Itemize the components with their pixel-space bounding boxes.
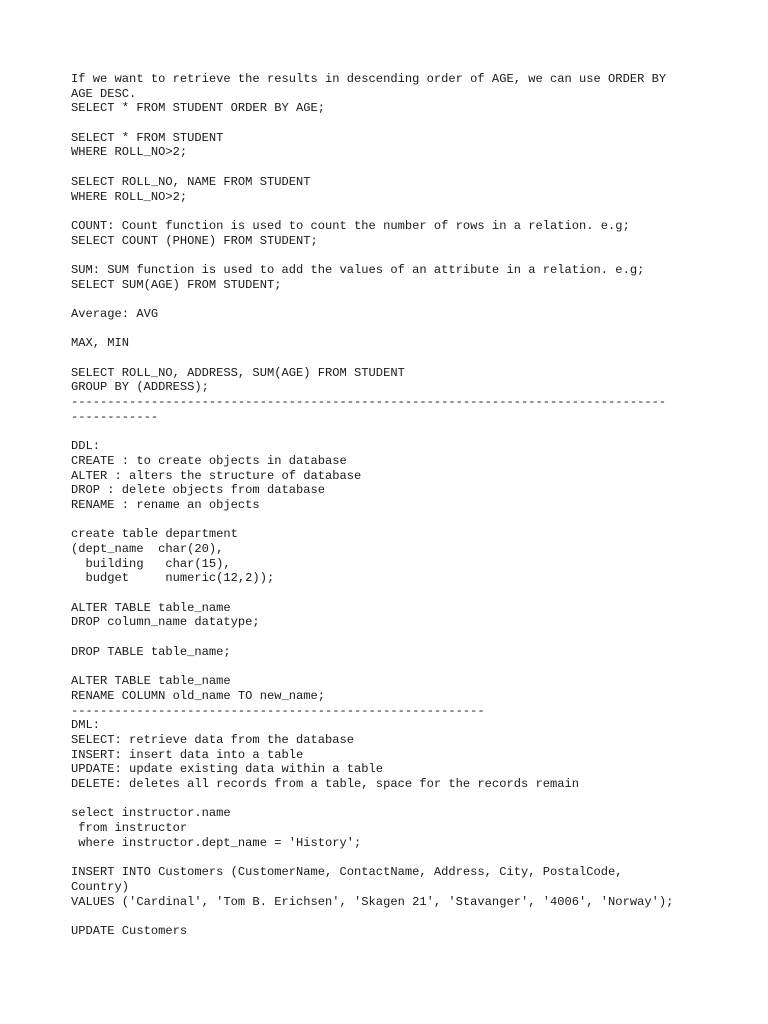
text-line: UPDATE Customers [71,923,188,938]
text-line: budget numeric(12,2)); [71,571,275,586]
text-line: SELECT * FROM STUDENT [71,130,224,145]
text-line: DDL: [71,439,101,454]
blank-line [71,850,711,865]
text-line: SELECT SUM(AGE) FROM STUDENT; [71,277,282,292]
blank-line [71,660,711,675]
text-line: CREATE : to create objects in database [71,453,347,468]
blank-line [71,425,711,440]
text-line: SELECT: retrieve data from the database [71,732,355,747]
text-line: WHERE ROLL_NO>2; [71,145,188,160]
text-line: INSERT INTO Customers (CustomerName, ContactName, Address, City, PostalCode, [71,865,623,880]
blank-line [71,292,711,307]
text-line: GROUP BY (ADDRESS); [71,380,209,395]
text-line: MAX, MIN [71,336,130,351]
blank-line [71,116,711,131]
text-line: ALTER : alters the structure of database [71,468,362,483]
text-line: Average: AVG [71,307,159,321]
text-line: SELECT ROLL_NO, NAME FROM STUDENT [71,174,311,189]
blank-line [71,248,711,263]
text-line: RENAME COLUMN old_name TO new_name; [71,688,326,703]
text-line: COUNT: Count function is used to count the number of rows in a relation. e.g; [71,218,630,233]
text-line: DROP : delete objects from database [71,483,326,498]
text-line: SELECT * FROM STUDENT ORDER BY AGE; [71,101,326,116]
text-line: INSERT: insert data into a table [71,747,304,762]
document-page [71,72,711,939]
text-line: DELETE: deletes all records from a table, space for the records remain [71,777,580,791]
text-line: --------------------------------------------------------- [71,703,485,718]
text-line: where instructor.dept_name = 'History'; [71,835,362,850]
text-line: select instructor.name [71,806,231,821]
text-line: DML: [71,718,101,733]
blank-line [71,160,711,175]
text-line: from instructor [71,821,188,836]
blank-line [71,792,711,807]
text-line: WHERE ROLL_NO>2; [71,189,188,204]
blank-line [71,513,711,528]
text-line: SELECT COUNT (PHONE) FROM STUDENT; [71,233,318,248]
text-line: ------------ [71,409,159,424]
blank-line [71,322,711,337]
text-line: AGE DESC. [71,86,137,101]
text-line: Country) [71,879,130,894]
blank-line [71,351,711,366]
blank-line [71,586,711,601]
text-line: VALUES ('Cardinal', 'Tom B. Erichsen', 'Skagen 21', 'Stavanger', '4006', 'Norway'); [71,894,674,909]
text-line: SELECT ROLL_NO, ADDRESS, SUM(AGE) FROM STUDENT [71,365,405,380]
text-line: (dept_name char(20), [71,542,224,556]
text-line: SUM: SUM function is used to add the values of an attribute in a relation. e.g; [71,262,645,277]
text-line: create table department [71,527,238,542]
text-line: DROP TABLE table_name; [71,644,231,659]
text-line: UPDATE: update existing data within a table [71,762,384,777]
text-line: ALTER TABLE table_name [71,600,231,615]
text-line: ---------------------------------------------------------------------------------- [71,395,667,410]
text-line: RENAME : rename an objects [71,497,260,512]
text-line: ALTER TABLE table_name [71,674,231,689]
text-line: building char(15), [71,556,231,571]
text-line: If we want to retrieve the results in descending order of AGE, we can use ORDER BY [71,72,667,86]
text-line: DROP column_name datatype; [71,615,260,630]
blank-line [71,204,711,219]
blank-line [71,909,711,924]
blank-line [71,630,711,645]
